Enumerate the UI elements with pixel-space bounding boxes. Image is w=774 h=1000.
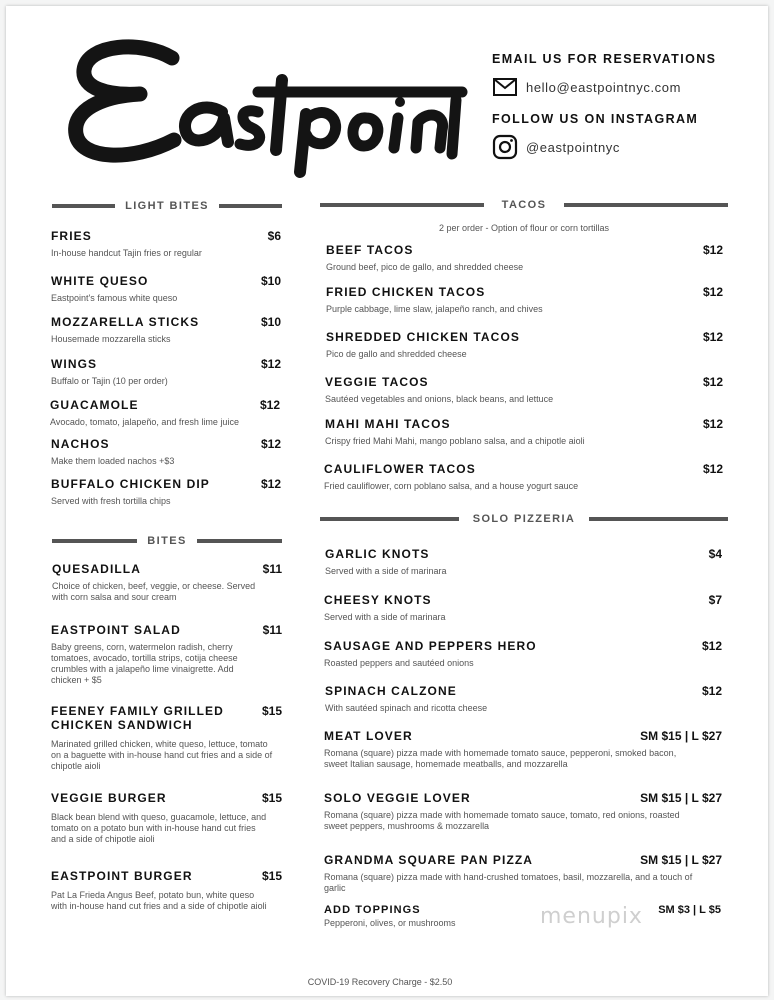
- item-name: CHEESY KNOTS: [324, 593, 432, 607]
- item-price: $12: [701, 639, 722, 653]
- item-description: Served with fresh tortilla chips: [51, 496, 171, 506]
- item-price: SM $15 | L $27: [640, 853, 722, 867]
- item-price: $11: [262, 623, 282, 637]
- item-price: $12: [260, 437, 281, 451]
- email-heading: EMAIL US FOR RESERVATIONS: [492, 52, 717, 66]
- tacos-header: [320, 198, 728, 212]
- item-price: $15: [261, 869, 282, 883]
- email-row[interactable]: [492, 74, 762, 100]
- item-description: Baby greens, corn, watermelon radish, cherry tomatoes, avocado, tortilla strips, cotija cheese crumbles with a jalapeño lime vinaigrette. Add chicken + $5: [51, 642, 238, 685]
- menu-item: [51, 791, 282, 845]
- item-price: $12: [260, 357, 281, 371]
- menu-item: [324, 593, 722, 623]
- item-description: Ground beef, pico de gallo, and shredded cheese: [326, 262, 524, 272]
- item-description: Choice of chicken, beef, veggie, or cheese. Served with corn salsa and sour cream: [52, 581, 256, 602]
- menu-item: [51, 229, 281, 259]
- item-description: Pico de gallo and shredded cheese: [326, 349, 467, 359]
- item-name: EASTPOINT BURGER: [51, 869, 193, 883]
- item-price: $12: [702, 285, 723, 299]
- item-price: $6: [267, 229, 281, 243]
- divider: [320, 203, 484, 207]
- item-description: Black bean blend with queso, guacamole, lettuce, and tomato on a potato bun with in-house hand cut fries and a side of chipotle aioli: [51, 812, 267, 844]
- item-name: SHREDDED CHICKEN TACOS: [326, 330, 520, 344]
- item-price: $12: [260, 477, 281, 491]
- instagram-heading: FOLLOW US ON INSTAGRAM: [492, 112, 699, 126]
- item-description: Avocado, tomato, jalapeño, and fresh lime juice: [50, 417, 239, 427]
- item-price: SM $3 | L $5: [658, 904, 721, 916]
- item-name: VEGGIE BURGER: [51, 791, 167, 805]
- item-description: Marinated grilled chicken, white queso, lettuce, tomato on a baguette with in-house hand cut fries and a side of chipotle aioli: [51, 739, 273, 771]
- contact-block: [492, 52, 762, 172]
- menu-item: [324, 853, 722, 894]
- item-price: $12: [702, 462, 723, 476]
- item-price: $10: [260, 274, 281, 288]
- instagram-row[interactable]: [492, 134, 762, 160]
- item-description: Housemade mozzarella sticks: [51, 334, 171, 344]
- menu-item: [50, 398, 280, 428]
- section-title: BITES: [147, 535, 187, 547]
- item-name: SAUSAGE AND PEPPERS HERO: [324, 639, 537, 653]
- item-description: Romana (square) pizza made with hand-crushed tomatoes, basil, mozzarella, and a touch of garlic: [324, 872, 693, 893]
- item-name: EASTPOINT SALAD: [51, 623, 181, 637]
- menu-item: [52, 562, 282, 603]
- item-name: QUESADILLA: [52, 562, 141, 576]
- item-description: Served with a side of marinara: [324, 612, 446, 622]
- item-price: SM $15 | L $27: [640, 729, 722, 743]
- covid-charge-note: COVID-19 Recovery Charge - $2.50: [307, 977, 453, 987]
- item-description: Fried cauliflower, corn poblano salsa, and a house yogurt sauce: [324, 481, 579, 491]
- item-name: BEEF TACOS: [326, 243, 414, 257]
- item-price: $12: [702, 330, 723, 344]
- menu-item: [324, 903, 721, 929]
- menu-item: [326, 285, 723, 315]
- eastpoint-logo: [62, 30, 472, 180]
- instagram-icon: [492, 134, 518, 160]
- item-description: Purple cabbage, lime slaw, jalapeño ranch, and chives: [326, 304, 543, 314]
- menu-item: [326, 330, 723, 360]
- item-description: With sautéed spinach and ricotta cheese: [325, 703, 488, 713]
- item-price: $12: [702, 375, 723, 389]
- menu-item: [324, 639, 722, 669]
- item-name: GARLIC KNOTS: [325, 547, 430, 561]
- item-price: $10: [260, 315, 281, 329]
- email-link[interactable]: hello@eastpointnyc.com: [526, 79, 682, 95]
- item-name: VEGGIE TACOS: [325, 375, 429, 389]
- menu-item: [51, 623, 282, 686]
- menu-item: [51, 704, 282, 772]
- item-name: WHITE QUESO: [51, 274, 149, 288]
- item-price: $11: [262, 562, 282, 576]
- section-title: TACOS: [501, 199, 547, 211]
- menu-item: [324, 729, 722, 770]
- item-price: $4: [708, 547, 722, 561]
- section-title: LIGHT BITES: [125, 200, 209, 212]
- item-name: FEENEY FAMILY GRILLED CHICKEN SANDWICH: [51, 704, 224, 732]
- menu-item: [51, 274, 281, 304]
- item-description: Roasted peppers and sautéed onions: [324, 658, 474, 668]
- section-title: SOLO PIZZERIA: [472, 513, 576, 525]
- item-name: NACHOS: [51, 437, 110, 451]
- item-price: $12: [259, 398, 280, 412]
- item-name: MOZZARELLA STICKS: [51, 315, 200, 329]
- divider: [589, 517, 728, 521]
- instagram-handle[interactable]: @eastpointnyc: [526, 139, 620, 155]
- item-price: SM $15 | L $27: [640, 791, 722, 805]
- item-description: Romana (square) pizza made with homemade tomato sauce, tomato, red onions, roasted sweet peppers, mushrooms & mozzarella: [324, 810, 680, 831]
- item-price: $7: [708, 593, 722, 607]
- item-description: In-house handcut Tajin fries or regular: [51, 248, 202, 258]
- menu-item: [325, 684, 722, 714]
- menu-item: [51, 477, 281, 507]
- menu-item: [51, 869, 282, 912]
- envelope-icon: [492, 74, 518, 100]
- divider: [52, 539, 137, 543]
- item-name: FRIED CHICKEN TACOS: [326, 285, 486, 299]
- pizzeria-header: [320, 512, 728, 526]
- item-name: FRIES: [51, 229, 92, 243]
- menupix-watermark: menupix: [540, 904, 643, 929]
- item-name: GRANDMA SQUARE PAN PIZZA: [324, 853, 534, 867]
- light-bites-header: [52, 199, 282, 213]
- item-name: GUACAMOLE: [50, 398, 139, 412]
- item-name: WINGS: [51, 357, 98, 371]
- menu-item: [324, 462, 723, 492]
- menu-item: [51, 357, 281, 387]
- item-description: Buffalo or Tajin (10 per order): [51, 376, 168, 386]
- divider: [564, 203, 728, 207]
- item-description: Romana (square) pizza made with homemade tomato sauce, pepperoni, smoked bacon, sweet Italian sausage, homemade meatballs, and mozzarella: [324, 748, 677, 769]
- item-name: SPINACH CALZONE: [325, 684, 457, 698]
- tacos-note: 2 per order - Option of flour or corn tortillas: [438, 223, 610, 233]
- item-name: MAHI MAHI TACOS: [325, 417, 451, 431]
- item-price: $12: [701, 684, 722, 698]
- item-description: Pepperoni, olives, or mushrooms: [324, 918, 456, 928]
- item-price: $12: [702, 417, 723, 431]
- item-description: Served with a side of marinara: [325, 566, 447, 576]
- divider: [219, 204, 282, 208]
- item-name: CAULIFLOWER TACOS: [324, 462, 476, 476]
- item-description: Pat La Frieda Angus Beef, potato bun, white queso with in-house hand cut fries and a side of chipotle aioli: [51, 890, 267, 911]
- item-description: Eastpoint's famous white queso: [51, 293, 178, 303]
- item-name: ADD TOPPINGS: [324, 904, 421, 916]
- menu-item: [51, 315, 281, 345]
- bites-header: [52, 534, 282, 548]
- divider: [52, 204, 115, 208]
- item-price: $12: [702, 243, 723, 257]
- item-description: Crispy fried Mahi Mahi, mango poblano salsa, and a chipotle aioli: [325, 436, 585, 446]
- menu-item: [325, 547, 722, 577]
- divider: [197, 539, 282, 543]
- item-description: Sautéed vegetables and onions, black beans, and lettuce: [325, 394, 554, 404]
- item-description: Make them loaded nachos +$3: [51, 456, 175, 466]
- item-price: $15: [261, 704, 282, 718]
- item-name: SOLO VEGGIE LOVER: [324, 791, 471, 805]
- divider: [320, 517, 459, 521]
- menu-item: [51, 437, 281, 467]
- menu-item: [325, 417, 723, 447]
- item-price: $15: [261, 791, 282, 805]
- menu-item: [325, 375, 723, 405]
- item-name: BUFFALO CHICKEN DIP: [51, 477, 210, 491]
- menu-item: [324, 791, 722, 832]
- menu-item: [326, 243, 723, 273]
- item-name: MEAT LOVER: [324, 729, 413, 743]
